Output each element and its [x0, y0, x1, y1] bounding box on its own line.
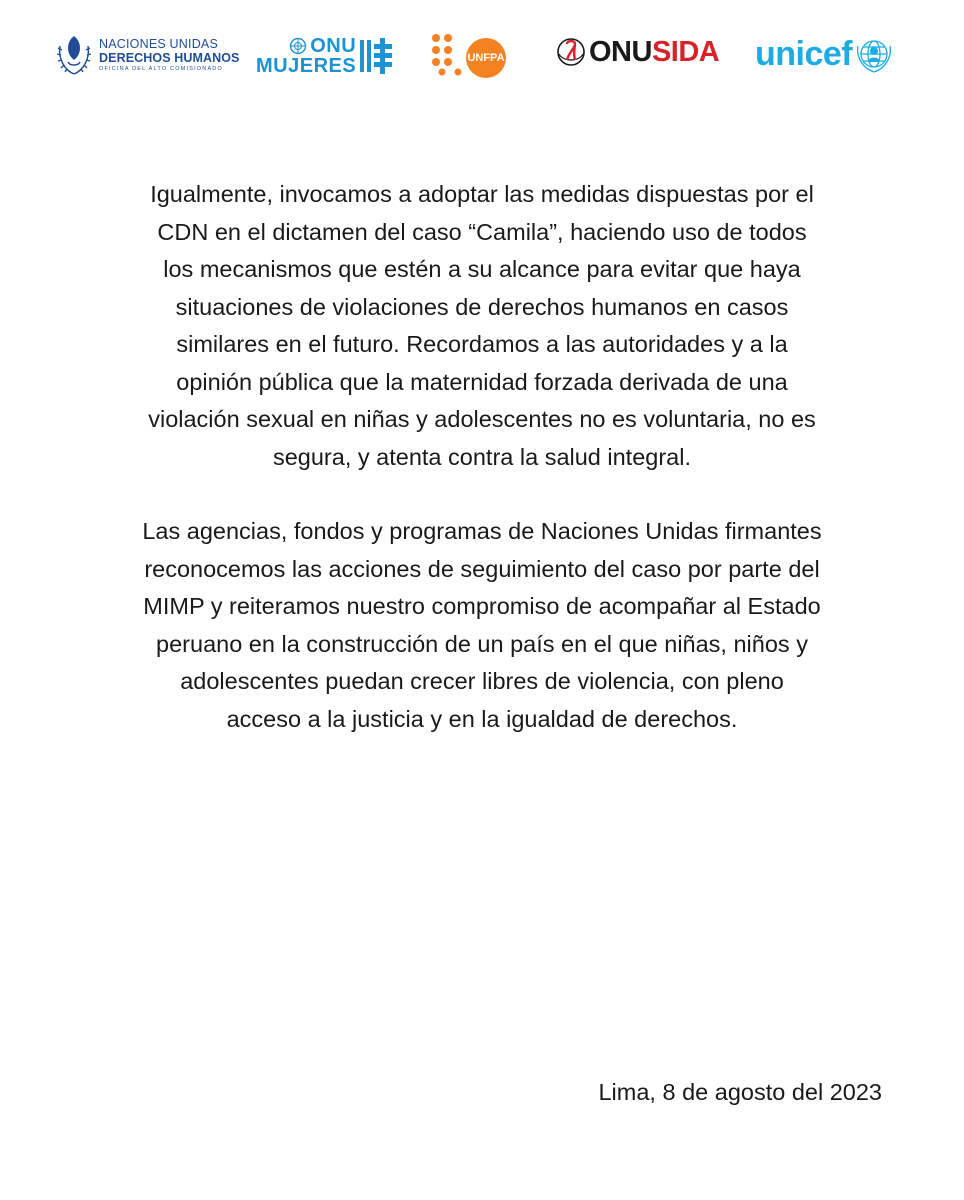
- paragraph-1-line: situaciones de violaciones de derechos humanos en casos: [175, 293, 789, 320]
- un-laurel-hands-emblem-icon: [54, 32, 94, 78]
- onusida-ribbon-emblem-icon: [555, 36, 587, 68]
- onu-mujeres-line-2: MUJERES: [256, 55, 357, 77]
- onusida-part-1: ONU: [589, 36, 652, 68]
- statement-body: [60, 176, 904, 738]
- paragraph-2-line: adolescentes puedan crecer libres de violencia, con pleno: [180, 668, 784, 694]
- unfpa-logo: [430, 32, 505, 76]
- partner-logos-header: [0, 30, 964, 80]
- un-mujeres-equality-bars-icon: [360, 38, 392, 74]
- paragraph-2-line: peruano en la construcción de un país en el que niñas, niños y: [156, 630, 808, 657]
- ohchr-logo: [54, 32, 240, 78]
- paragraph-1-line: los mecanismos que estén a su alcance para evitar que haya: [163, 256, 801, 282]
- statement-paragraph-1: [60, 176, 904, 476]
- onu-mujeres-line-1: ONU: [310, 35, 357, 57]
- unicef-logo: [755, 34, 894, 74]
- statement-paragraph-2: [60, 513, 904, 738]
- paragraph-1-line: opinión pública que la maternidad forzada derivada de una: [176, 368, 788, 395]
- paragraph-1-line: segura, y atenta contra la salud integral.: [272, 443, 692, 470]
- unfpa-badge-label: UNFPA: [466, 38, 506, 78]
- onu-mujeres-logo: [256, 36, 392, 76]
- onusida-logo: [555, 36, 719, 68]
- unicef-mother-child-globe-icon: [854, 34, 894, 74]
- paragraph-1-line: violación sexual en niñas y adolescentes no es voluntaria, no es: [148, 406, 816, 432]
- paragraph-2-line: reconocemos las acciones de seguimiento del caso por parte del: [144, 555, 820, 582]
- paragraph-2-line: MIMP y reiteramos nuestro compromiso de acompañar al Estado: [143, 593, 821, 619]
- paragraph-1-line: similares en el futuro. Recordamos a las autoridades y a la: [176, 331, 788, 357]
- onusida-part-2: SIDA: [651, 36, 720, 68]
- paragraph-2-line: Las agencias, fondos y programas de Naciones Unidas firmantes: [142, 518, 822, 544]
- un-globe-mini-icon: [289, 37, 307, 55]
- ohchr-line-2: DERECHOS HUMANOS: [99, 51, 240, 65]
- unicef-wordmark: unicef: [755, 35, 853, 73]
- paragraph-1-line: Igualmente, invocamos a adoptar las medidas dispuestas por el: [150, 181, 814, 207]
- paragraph-1-line: CDN en el dictamen del caso “Camila”, haciendo uso de todos: [157, 218, 807, 245]
- ohchr-line-3: OFICINA DEL ALTO COMISIONADO: [99, 66, 223, 72]
- ohchr-line-1: NACIONES UNIDAS: [99, 37, 218, 51]
- place-and-date: Lima, 8 de agosto del 2023: [598, 1079, 882, 1105]
- paragraph-2-line: acceso a la justicia y en la igualdad de derechos.: [226, 705, 738, 732]
